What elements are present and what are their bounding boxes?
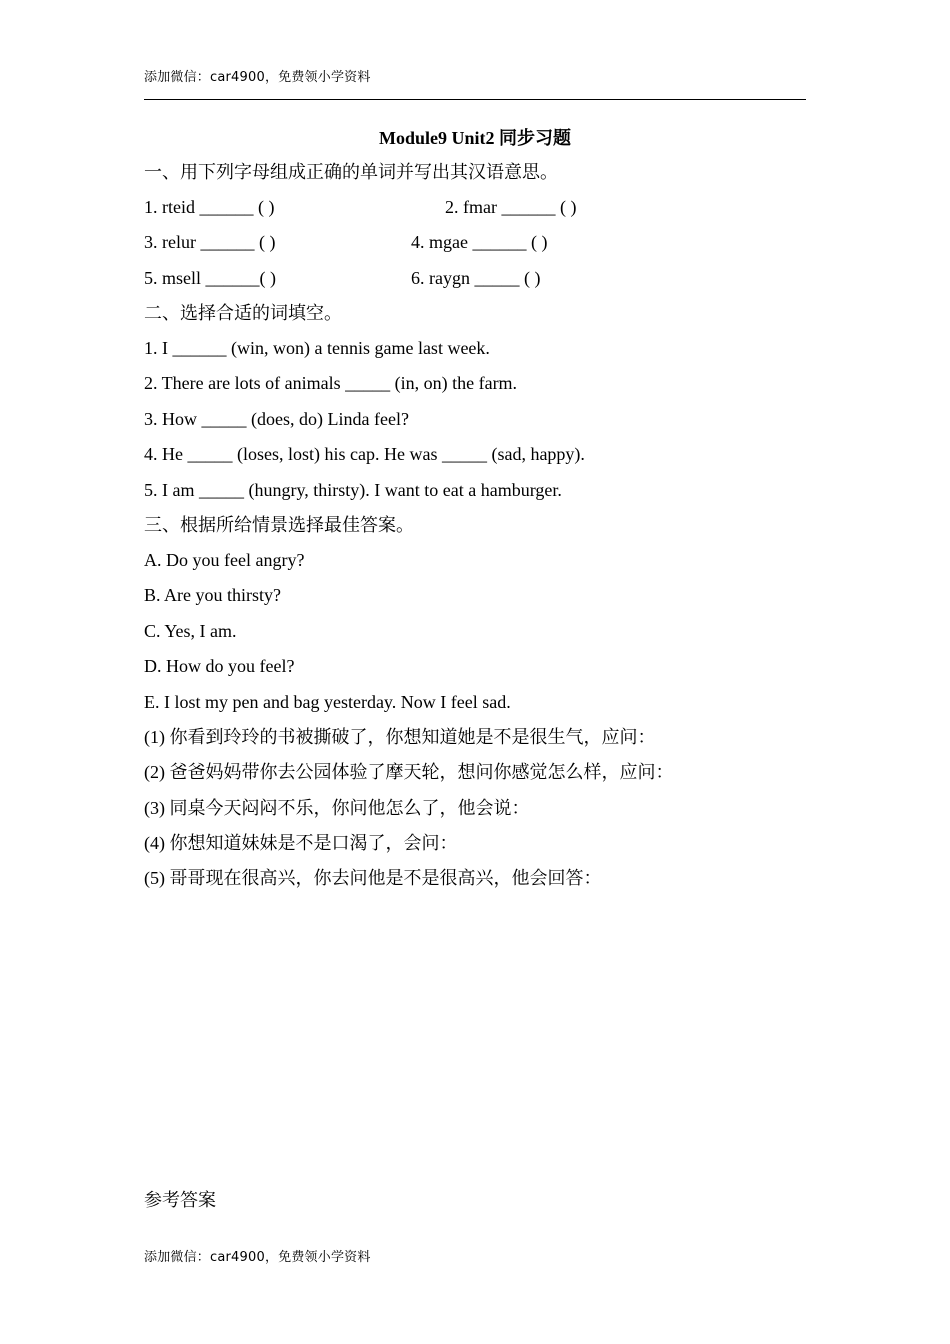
section3-heading: 三、根据所给情景选择最佳答案。 <box>144 515 414 535</box>
header-note: 添加微信：car4900，免费领小学资料 <box>144 70 371 85</box>
section3-question-4: (4) 你想知道妹妹是不是口渴了，会问： <box>144 833 458 853</box>
section3-option-a: A. Do you feel angry? <box>144 550 305 570</box>
section3-question-2: (2) 爸爸妈妈带你去公园体验了摩天轮，想问你感觉怎么样，应问： <box>144 762 674 782</box>
section2-item-5: 5. I am _____ (hungry, thirsty). I want to eat a hamburger. <box>144 480 562 500</box>
section2-item-4: 4. He _____ (loses, lost) his cap. He was _____ (sad, happy). <box>144 444 585 464</box>
section2-item-2: 2. There are lots of animals _____ (in, on) the farm. <box>144 373 518 393</box>
section2-item-1: 1. I ______ (win, won) a tennis game last week. <box>144 338 490 358</box>
section2-heading: 二、选择合适的词填空。 <box>144 303 342 323</box>
section3-option-e: E. I lost my pen and bag yesterday. Now I feel sad. <box>144 692 511 712</box>
header-divider <box>144 99 806 100</box>
section3-question-1: (1) 你看到玲玲的书被撕破了，你想知道她是不是很生气，应问： <box>144 727 656 747</box>
section1-item-5: 5. msell ______( ) <box>144 268 276 288</box>
section2-item-3: 3. How _____ (does, do) Linda feel? <box>144 409 409 429</box>
section1-item-3: 3. relur ______ ( ) <box>144 232 276 252</box>
section3-option-b: B. Are you thirsty? <box>144 585 281 605</box>
section1-item-4: 4. mgae ______ ( ) <box>411 232 548 252</box>
section1-item-2: 2. fmar ______ ( ) <box>445 197 577 217</box>
answers-heading: 参考答案 <box>144 1190 216 1210</box>
section3-option-c: C. Yes, I am. <box>144 621 237 641</box>
section3-question-5: (5) 哥哥现在很高兴，你去问他是不是很高兴，他会回答： <box>144 868 602 888</box>
section1-item-1: 1. rteid ______ ( ) <box>144 197 275 217</box>
document-title: Module9 Unit2 同步习题 <box>378 128 571 148</box>
section1-item-6: 6. raygn _____ ( ) <box>411 268 541 288</box>
footer-note: 添加微信：car4900，免费领小学资料 <box>144 1250 371 1265</box>
section3-question-3: (3) 同桌今天闷闷不乐，你问他怎么了，他会说： <box>144 798 530 818</box>
section3-option-d: D. How do you feel? <box>144 656 295 676</box>
section1-heading: 一、用下列字母组成正确的单词并写出其汉语意思。 <box>144 162 558 182</box>
